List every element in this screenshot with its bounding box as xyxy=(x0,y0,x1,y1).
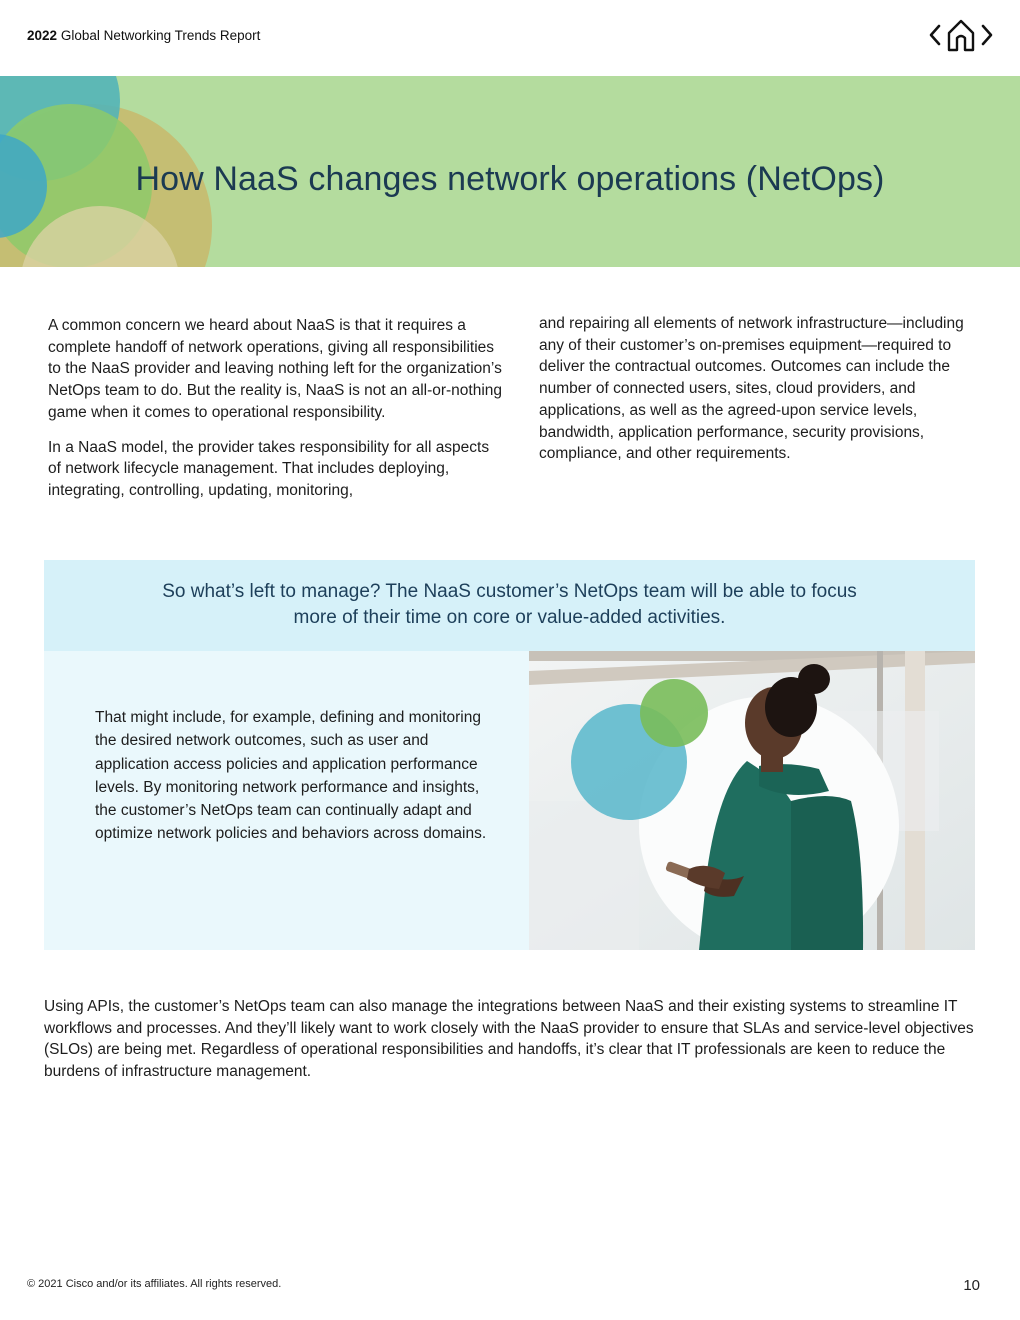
callout-line: So what’s left to manage? The NaaS customer’s NetOps team will be able to focus xyxy=(162,581,857,602)
title-banner xyxy=(0,76,1020,267)
activities-panel xyxy=(44,651,529,950)
home-icon[interactable] xyxy=(946,18,976,52)
paragraph: A common concern we heard about NaaS is that it requires a complete handoff of network operations, giving all responsibilities to the NaaS provider and leaving nothing left for the organization’s NetOps team to do. But the reality is, NaaS is not an all-or-nothing game when it comes to operational responsibility. xyxy=(48,317,503,421)
callout-line: more of their time on core or value-added activities. xyxy=(293,606,726,628)
right-column xyxy=(539,313,979,478)
report-title: Global Networking Trends Report xyxy=(60,28,261,43)
report-year: 2022 xyxy=(27,28,58,43)
page-title: How NaaS changes network operations (NetOps) xyxy=(135,160,885,198)
copyright-notice: © 2021 Cisco and/or its affiliates. All rights reserved. xyxy=(27,1278,282,1290)
callout-text xyxy=(44,579,975,630)
paragraph: In a NaaS model, the provider takes responsibility for all aspects of network lifecycle management. That includes deploying, integrating, controlling, updating, monitoring, xyxy=(48,438,490,499)
paragraph: and repairing all elements of network infrastructure—including any of their customer’s on-premises equipment—required to deliver the contractual outcomes. Outcomes can include the number of connected users, sites, cloud providers, and applications, as well as the agreed-upon service levels, bandwidth, application performance, security provisions, compliance, and other requirements. xyxy=(539,315,964,463)
chevron-left-icon[interactable] xyxy=(928,23,942,47)
activities-text: That might include, for example, defining and monitoring the desired network outcomes, such as user and application access policies and application performance levels. By monitoring network performance and insights, the customer’s NetOps team can continually adapt and optimize network policies and behaviors across domains. xyxy=(95,709,487,843)
closing-paragraph: Using APIs, the customer’s NetOps team can also manage the integrations between NaaS and their existing systems to streamline IT workflows and processes. And they’ll likely want to work closely with the NaaS provider to ensure that SLAs and service-level objectives (SLOs) are being met. Regardless of operational responsibilities and handoffs, it’s clear that IT professionals are keen to reduce the burdens of infrastructure management. xyxy=(44,998,974,1081)
page-navigation xyxy=(928,18,994,52)
left-column xyxy=(48,315,506,515)
woman-at-window-image xyxy=(529,651,975,950)
chevron-right-icon[interactable] xyxy=(980,23,994,47)
report-header xyxy=(27,28,260,43)
callout-box xyxy=(44,560,975,651)
page-number: 10 xyxy=(963,1277,980,1294)
